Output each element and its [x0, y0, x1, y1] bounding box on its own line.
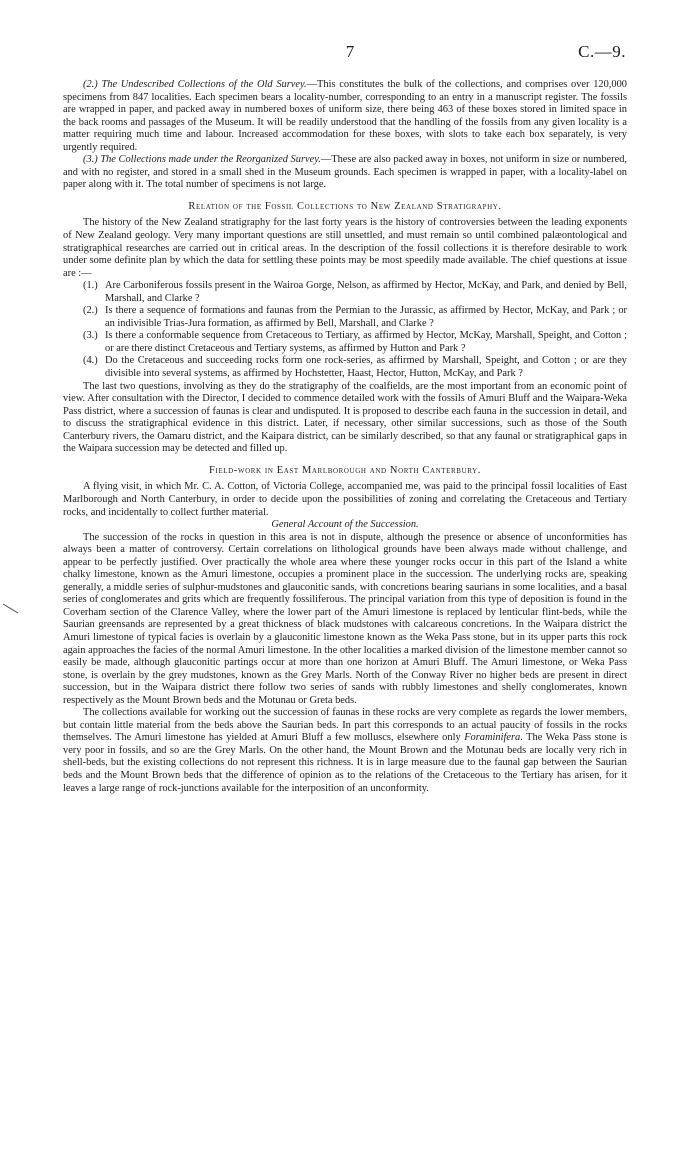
- margin-mark: [2, 603, 20, 615]
- list-text: Is there a conformable sequence from Cretaceous to Tertiary, as affirmed by Hector, McKay, Marshall, Speight, and Cotton ; or are there distinct Cretaceous and Tertiary systems, as affirmed by Hutton and Park ?: [105, 330, 627, 354]
- section-heading-stratigraphy: Relation of the Fossil Collections to New Zealand Stratigraphy.: [188, 200, 502, 212]
- list-number: (3.): [83, 330, 98, 342]
- paragraph-history: The history of the New Zealand stratigraphy for the last forty years is the history of controversies between the leading exponents of New Zealand geology. Very many important questions are still unsettled, and must remain so until combined palæontological and stratigraphical researches are carried out in critical areas. In the description of the fossil collections it is therefore desirable to work under some definite plan by which the data for settling these points may be most speedily made available. The chief questions at issue are :—: [63, 217, 627, 279]
- list-number: (1.): [83, 280, 98, 292]
- question-list: [63, 280, 627, 380]
- list-item: [63, 305, 627, 330]
- paragraph-succession: The succession of the rocks in question in this area is not in dispute, although the presence or absence of unconformities has always been a matter of controversy. Certain correlations on lithological grounds have been always made without challenge, and appear to be perfectly justified. Over practically the whole area where these younger rocks occur in this part of the Island a white chalky limestone, known as the Amuri limestone, occupies a prominent place in the succession. The underlying rocks are, speaking generally, a middle series of sulphur-mudstones and glauconitic sands, with concretions bearing saurians in some localities, and a basal series of conglomerates and grits which are frequently fossiliferous. The principal variation from this type of deposition is found in the Coverham section of the Clarence Valley, where the lower part of the Amuri limestone is replaced by lenticular flint-beds, while the Saurian greensands are represented by a great thickness of black mudstones with calcareous concretions. In the Waipara district the Amuri limestone of typical facies is overlain by a glauconitic limestone known as the Weka Pass stone, but in its upper parts this rock again approaches the facies of the normal Amuri limestone. In the other localities a marked division of the limestone member cannot so easily be made, although glauconitic partings occur at more than one horizon at Amuri Bluff. The Amuri limestone, or Weka Pass stone, is overlain by the grey mudstones, known as the Grey Marls. North of the Conway River no higher beds are present in direct succession, but in the Waipara district there follow two series of sands with rubbly limestones and shelly conglomerates, known respectively as the Mount Brown beds and the Motunau or Greta beds.: [63, 531, 627, 706]
- document-reference: C.—9.: [578, 42, 626, 61]
- paragraph-title: (2.) The Undescribed Collections of the Old Survey.: [83, 79, 307, 90]
- paragraph-flying-visit: A flying visit, in which Mr. C. A. Cotton, of Victoria College, accompanied me, was paid to the principal fossil localities of East Marlborough and North Canterbury, in order to decide upon the possibilities of zoning and correlating the Cretaceous and Tertiary rocks, and incidentally to collect further material.: [63, 481, 627, 518]
- paragraph-text: The collections available for working out the succession of faunas in these rocks are very complete as regards the lower members, but contain little material from the beds above the Saurian beds. In part this corresponds to an actual paucity of fossils in the rocks themselves. The Amuri limestone has yielded at Amuri Bluff a few molluscs, elsewhere only: [63, 707, 627, 744]
- list-text: Do the Cretaceous and succeeding rocks form one rock-series, as affirmed by Marshall, Speight, and Cotton ; or are they divisible into several systems, as affirmed by Hochstetter, Haast, Hector, Hutton, McKay, and Park ?: [105, 355, 627, 380]
- list-number: (4.): [83, 355, 98, 367]
- list-item: [63, 330, 627, 355]
- page-number: 7: [345, 42, 355, 61]
- list-text: Are Carboniferous fossils present in the Wairoa Gorge, Nelson, as affirmed by Hector, McKay, and Park, and denied by Bell, Marshall, and Clarke ?: [105, 280, 627, 304]
- list-number: (2.): [83, 305, 98, 317]
- paragraph-economic: The last two questions, involving as they do the stratigraphy of the coalfields, are the most important from an economic point of view. After consultation with the Director, I decided to commence detailed work with the fossils of Amuri Bluff and the Waipara-Weka Pass district, where a succession of faunas is clear and undisputed. It is proposed to describe each fauna in the succession in detail, and to discuss the stratigraphical evidence in this district. Later, if necessary, other similar successions, such as those of the South Canterbury rivers, the Oamaru district, and the Kaipara district, can be similarly described, so that any faunal or stratigraphical gaps in the Waipara succession may be detected and filled up.: [63, 380, 627, 455]
- italic-term: Foraminifera: [464, 732, 521, 744]
- subsection-heading: General Account of the Succession.: [271, 519, 419, 531]
- list-item: [63, 280, 627, 305]
- paragraph-text: —These are also packed away in boxes, not uniform in size or numbered, and with no register, and stored in a small shed in the Museum grounds. Each specimen is wrapped in paper, with a locality-label on paper along with it. The total number of specimens is not large.: [63, 154, 627, 191]
- paragraph-old-survey: [63, 79, 627, 154]
- list-text: Is there a sequence of formations and faunas from the Permian to the Jurassic, as affirmed by Hector, McKay, and Park ; or an indivisible Trias-Jura formation, as affirmed by Bell, Marshall, and Clarke ?: [105, 305, 627, 329]
- paragraph-text: . The Weka Pass stone is very poor in fossils, and so are the Grey Marls. On the other hand, the Mount Brown and the Motunau beds are locally very rich in shell-beds, but the existing collections do not represent this richness. It is in large measure due to the faunal gap between the Saurian beds and the Mount Brown beds that the difference of opinion as to the relations of the Cretaceous to the Tertiary has arisen, for it leaves a large range of rock-junctions available for the interposition of an unconformity.: [63, 732, 628, 794]
- page-header: [0, 42, 700, 62]
- page-body: [63, 79, 627, 795]
- list-item: [63, 355, 627, 380]
- paragraph-collections: [63, 707, 627, 795]
- paragraph-title: (3.) The Collections made under the Reorganized Survey.: [83, 154, 321, 166]
- paragraph-reorganized-survey: [63, 154, 627, 192]
- paragraph-text: —This constitutes the bulk of the collections, and comprises over 120,000 specimens from 847 localities. Each specimen bears a locality-number, corresponding to an entry in a manuscript register. The fossils are wrapped in paper, and packed away in numbered boxes of uniform size, there being 463 of these boxes stored in limited space in the back rooms and passages of the Museum. It will be readily understood that the handling of the fossils from any given locality is a matter requiring much time and labour. Increased accommodation for these boxes, with slots to take each box separately, is very urgently required.: [63, 79, 627, 153]
- section-heading-fieldwork: Field-work in East Marlborough and North Canterbury.: [209, 464, 481, 476]
